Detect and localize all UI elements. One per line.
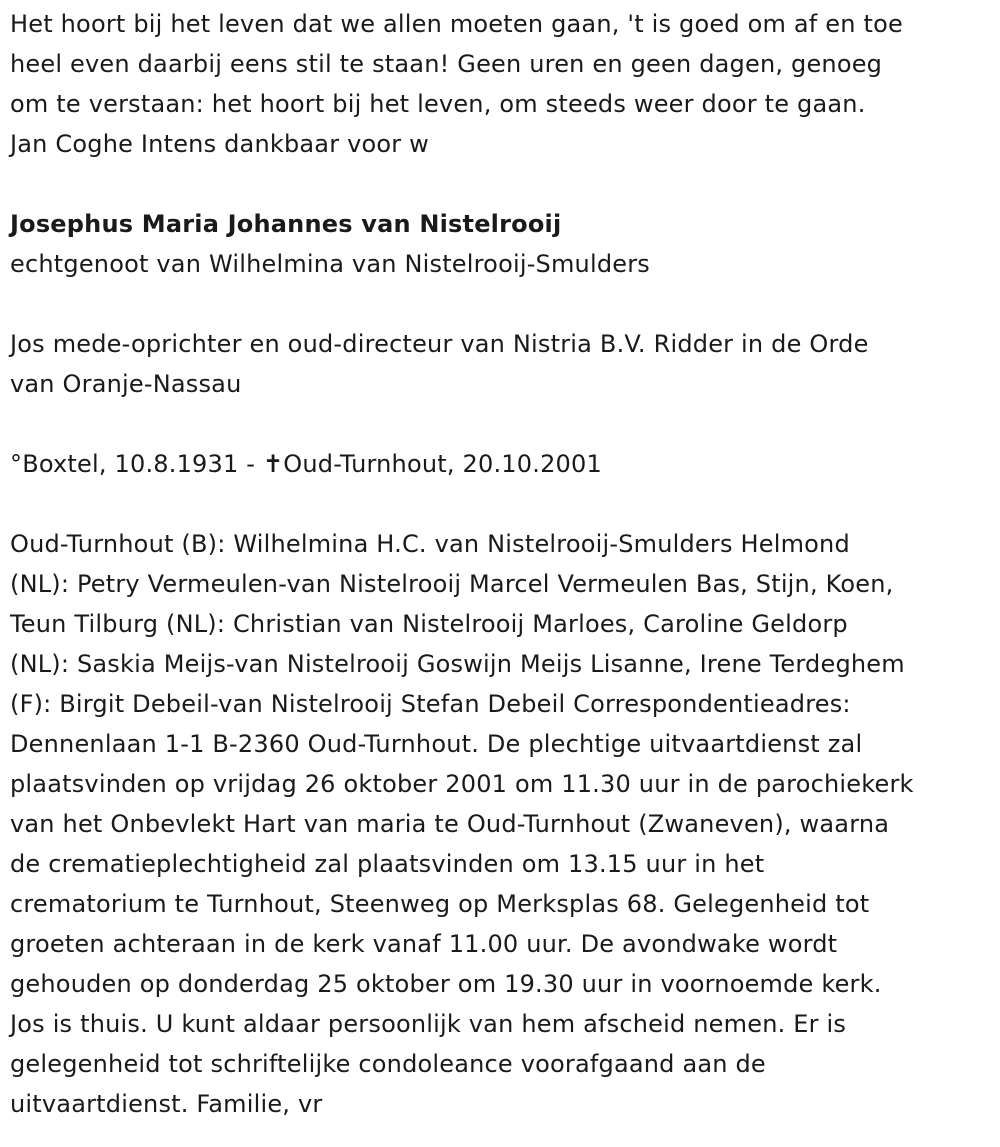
paragraph-gap [10, 164, 994, 204]
announcement-line: (F): Birgit Debeil-van Nistelrooij Stefan Debeil Correspondentieadres: [10, 690, 851, 718]
announcement-line: groeten achteraan in de kerk vanaf 11.00 uur. De avondwake wordt [10, 930, 838, 958]
announcement-line: Dennenlaan 1-1 B-2360 Oud-Turnhout. De plechtige uitvaartdienst zal [10, 730, 863, 758]
announcement-line: gehouden op donderdag 25 oktober om 19.30 uur in voornoemde kerk. [10, 970, 882, 998]
announcement-line: plaatsvinden op vrijdag 26 oktober 2001 om 11.30 uur in de parochiekerk [10, 770, 914, 798]
poem-line: om te verstaan: het hoort bij het leven, om steeds weer door te gaan. [10, 90, 866, 118]
description-line: van Oranje-Nassau [10, 370, 242, 398]
announcement-line: Oud-Turnhout (B): Wilhelmina H.C. van Nistelrooij-Smulders Helmond [10, 530, 850, 558]
poem-block [10, 4, 994, 164]
birth-death-dates: °Boxtel, 10.8.1931 - ✝Oud-Turnhout, 20.10.2001 [10, 450, 602, 478]
announcement-line: (NL): Petry Vermeulen-van Nistelrooij Marcel Vermeulen Bas, Stijn, Koen, [10, 570, 894, 598]
poem-line: Jan Coghe Intens dankbaar voor w [10, 130, 430, 158]
spouse-line: echtgenoot van Wilhelmina van Nistelrooij-Smulders [10, 250, 651, 278]
paragraph-gap [10, 404, 994, 444]
announcement-line: uitvaartdienst. Familie, vr [10, 1090, 323, 1118]
paragraph-gap [10, 484, 994, 524]
announcement-line: crematorium te Turnhout, Steenweg op Merksplas 68. Gelegenheid tot [10, 890, 870, 918]
announcement-block [10, 524, 994, 1124]
poem-line: Het hoort bij het leven dat we allen moeten gaan, 't is goed om af en toe [10, 10, 903, 38]
announcement-line: de crematieplechtigheid zal plaatsvinden om 13.15 uur in het [10, 850, 765, 878]
announcement-line: (NL): Saskia Meijs-van Nistelrooij Goswijn Meijs Lisanne, Irene Terdeghem [10, 650, 905, 678]
description-line: Jos mede-oprichter en oud-directeur van Nistria B.V. Ridder in de Orde [10, 330, 869, 358]
deceased-name: Josephus Maria Johannes van Nistelrooij [10, 210, 562, 238]
poem-line: heel even daarbij eens stil te staan! Geen uren en geen dagen, genoeg [10, 50, 883, 78]
announcement-line: gelegenheid tot schriftelijke condoleance voorafgaand aan de [10, 1050, 766, 1078]
announcement-line: Jos is thuis. U kunt aldaar persoonlijk van hem afscheid nemen. Er is [10, 1010, 847, 1038]
paragraph-gap [10, 284, 994, 324]
announcement-line: van het Onbevlekt Hart van maria te Oud-Turnhout (Zwaneven), waarna [10, 810, 890, 838]
announcement-line: Teun Tilburg (NL): Christian van Nistelrooij Marloes, Caroline Geldorp [10, 610, 848, 638]
obituary-document [10, 4, 994, 1124]
description-block [10, 324, 994, 404]
